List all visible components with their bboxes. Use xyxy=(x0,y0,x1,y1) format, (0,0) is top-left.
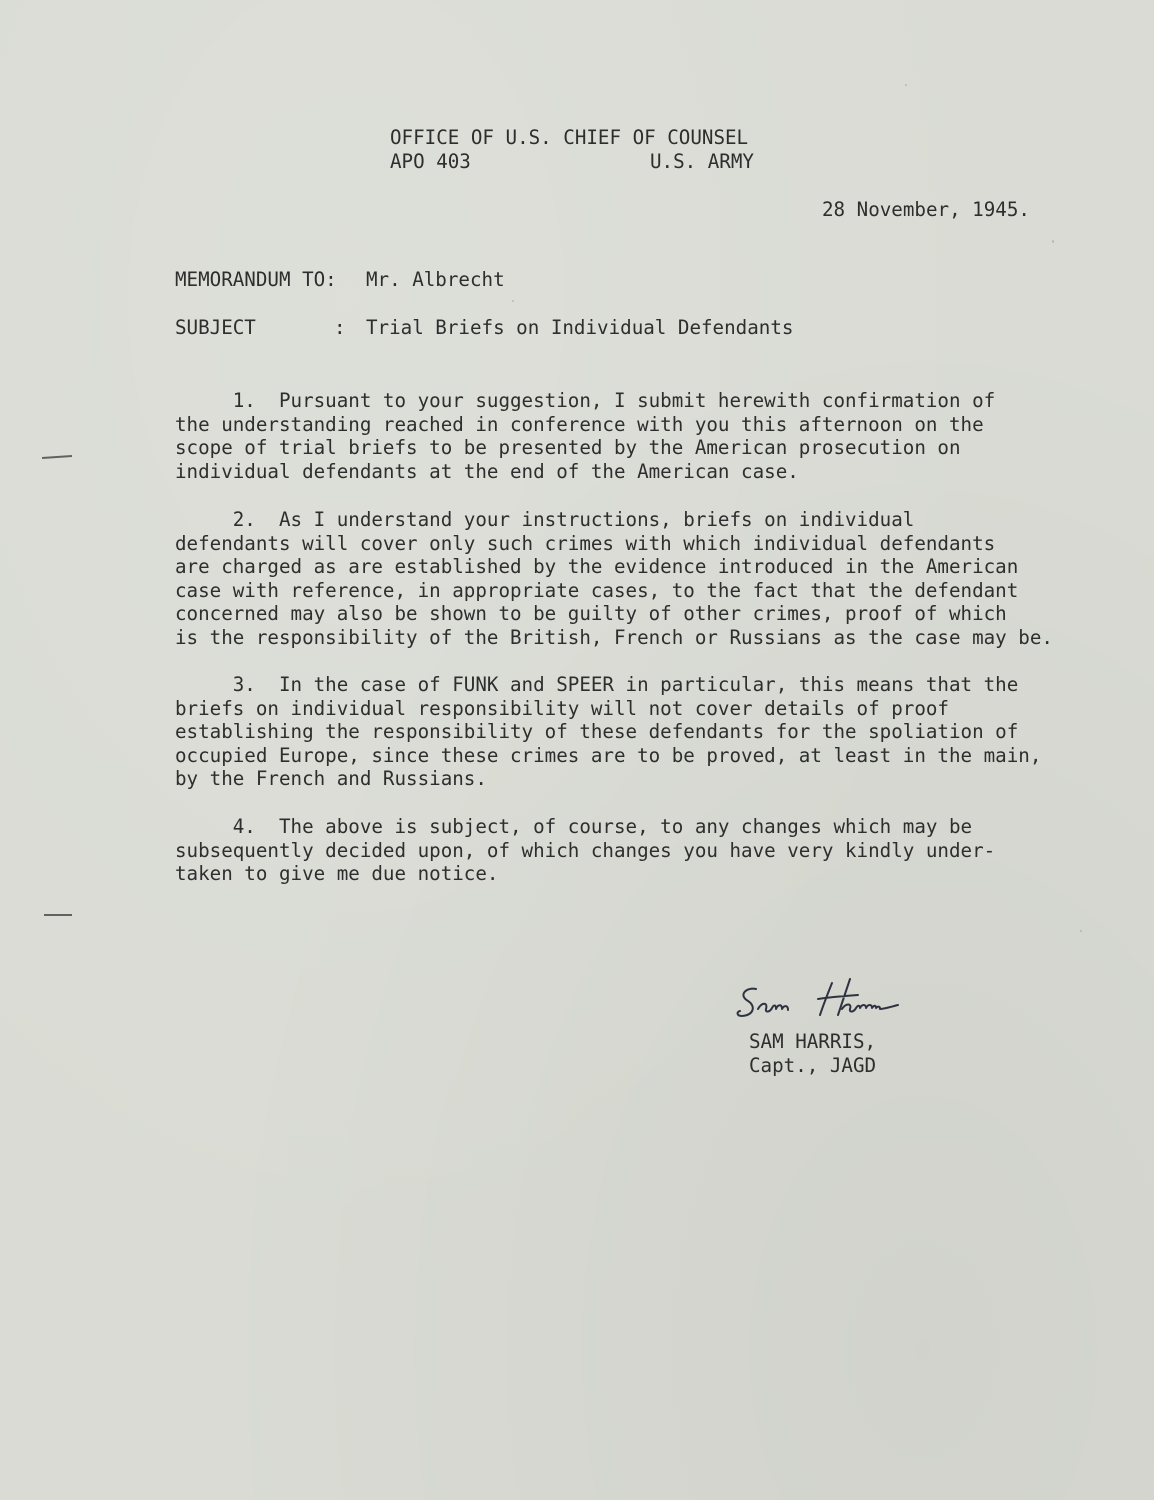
paper-speck xyxy=(512,300,514,302)
subject-label: SUBJECT xyxy=(175,316,256,339)
margin-mark xyxy=(42,455,72,459)
apo-number: APO 403 xyxy=(390,150,471,173)
paragraph-2 xyxy=(175,508,1053,650)
margin-mark xyxy=(44,914,72,916)
subject-text: Trial Briefs on Individual Defendants xyxy=(366,316,794,339)
paragraph-line: subsequently decided upon, of which changes you have very kindly under- xyxy=(175,838,996,862)
paper-speck xyxy=(1080,930,1082,932)
paragraph-line: occupied Europe, since these crimes are to be proved, at least in the main, xyxy=(175,743,1042,767)
memorandum-recipient: Mr. Albrecht xyxy=(366,268,505,291)
paragraph-line: 1. Pursuant to your suggestion, I submit herewith confirmation of xyxy=(175,389,996,412)
paragraph-line: are charged as are established by the evidence introduced in the American xyxy=(175,555,1019,579)
paragraph-line: defendants will cover only such crimes with which individual defendants xyxy=(175,531,996,555)
paragraph-line: 3. In the case of FUNK and SPEER in particular, this means that the xyxy=(175,673,1019,696)
office-heading: OFFICE OF U.S. CHIEF OF COUNSEL xyxy=(390,126,749,149)
paper-speck xyxy=(905,84,907,86)
paragraph-line: scope of trial briefs to be presented by the American prosecution on xyxy=(175,436,961,460)
memorandum-to-label: MEMORANDUM TO: xyxy=(175,268,337,291)
signatory-title: Capt., JAGD xyxy=(749,1054,877,1077)
paragraph-line: by the French and Russians. xyxy=(175,767,487,791)
paragraph-line: concerned may also be shown to be guilty of other crimes, proof of which xyxy=(175,602,1007,626)
memo-date: 28 November, 1945. xyxy=(822,198,1030,221)
paragraph-line: establishing the responsibility of these defendants for the spoliation of xyxy=(175,720,1019,744)
paragraph-line: individual defendants at the end of the American case. xyxy=(175,459,799,483)
handwritten-signature xyxy=(734,975,934,1025)
paragraph-line: 2. As I understand your instructions, briefs on individual xyxy=(175,508,915,531)
paragraph-1 xyxy=(175,389,995,483)
signatory-name: SAM HARRIS, xyxy=(749,1030,877,1053)
paragraph-line: 4. The above is subject, of course, to any changes which may be xyxy=(175,815,973,838)
paper-speck xyxy=(1052,240,1054,243)
paragraph-3 xyxy=(175,673,1041,791)
paragraph-line: the understanding reached in conference with you this afternoon on the xyxy=(175,412,984,436)
paragraph-line: taken to give me due notice. xyxy=(175,862,499,886)
subject-colon: : xyxy=(334,316,346,339)
paragraph-line: is the responsibility of the British, French or Russians as the case may be. xyxy=(175,625,1053,649)
paragraph-4 xyxy=(175,815,995,886)
paragraph-line: case with reference, in appropriate cases, to the fact that the defendant xyxy=(175,578,1019,602)
paragraph-line: briefs on individual responsibility will not cover details of proof xyxy=(175,696,949,720)
army-label: U.S. ARMY xyxy=(650,150,754,173)
